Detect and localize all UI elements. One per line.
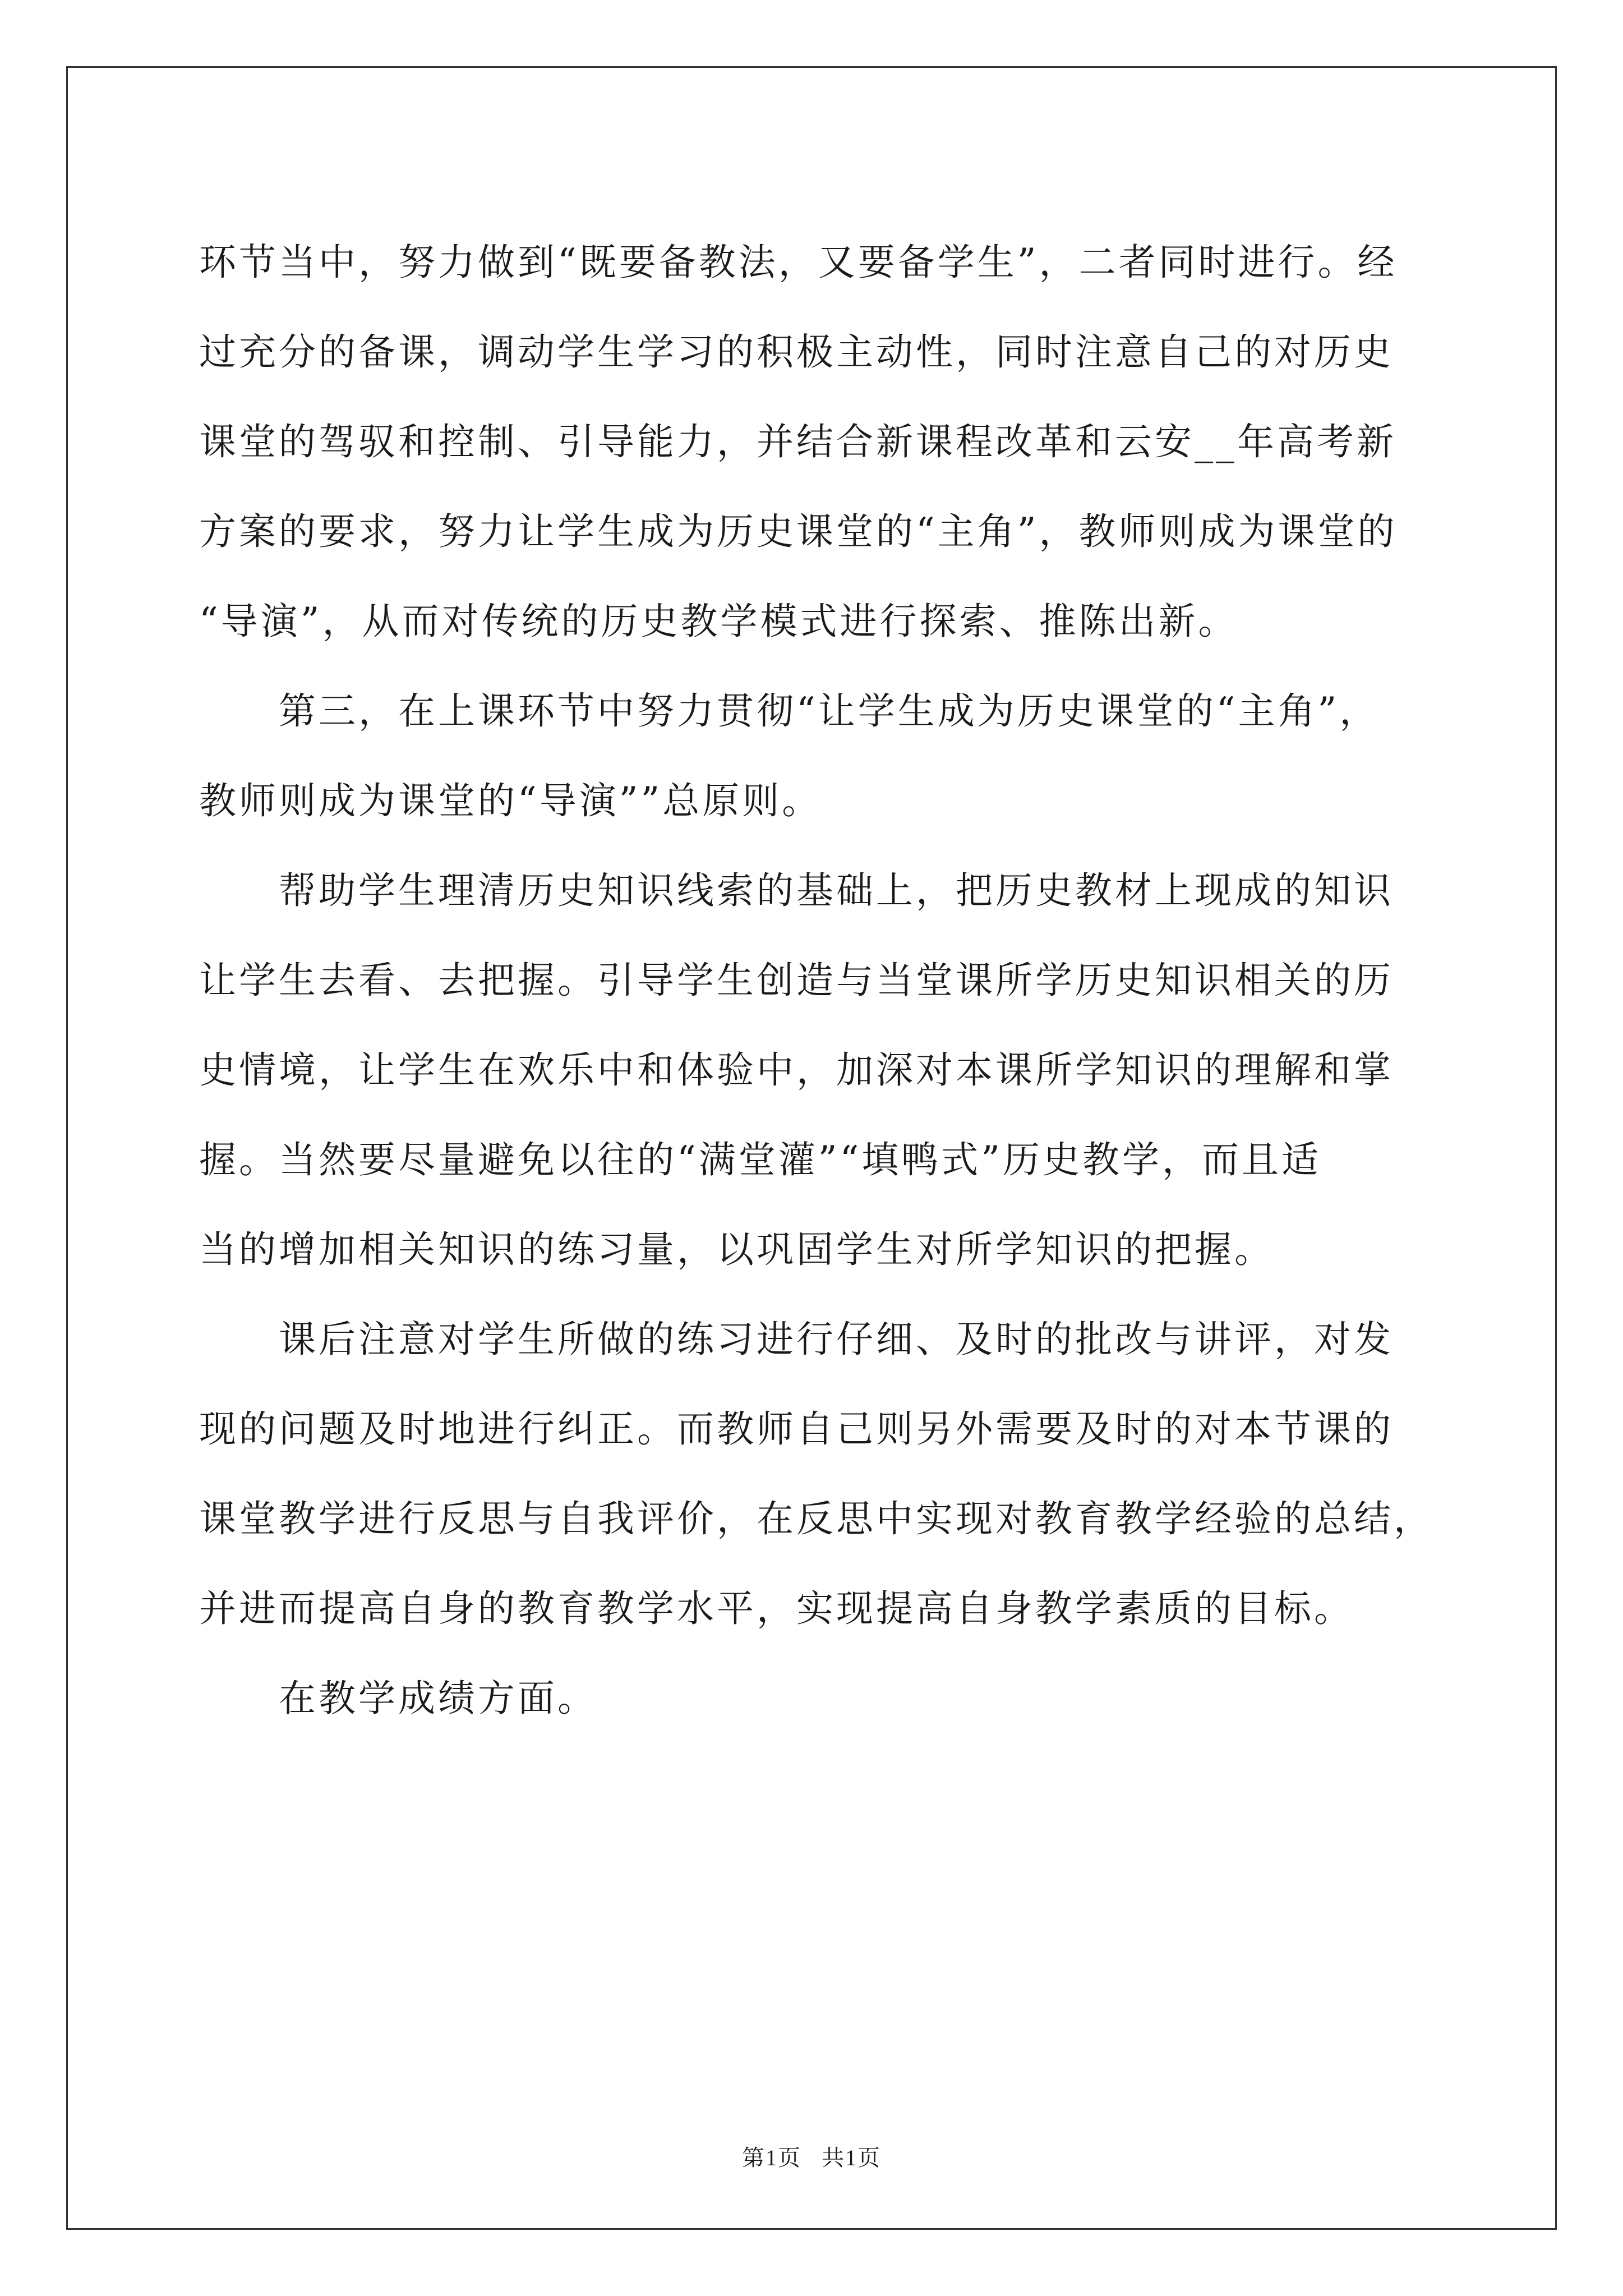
text-line: 在教学成绩方面。 — [199, 1677, 597, 1720]
text-line: 并进而提高自身的教育教学水平，实现提高自身教学素质的目标。 — [199, 1587, 1354, 1630]
text-line: 第三，在上课环节中努力贯彻“让学生成为历史课堂的“主角”， — [199, 689, 1380, 733]
text-line: 方案的要求，努力让学生成为历史课堂的“主角”，教师则成为课堂的 — [199, 510, 1398, 553]
text-line: “导演”，从而对传统的历史教学模式进行探索、推陈出新。 — [199, 600, 1238, 643]
paragraph — [199, 218, 1433, 666]
paragraph — [199, 846, 1433, 1295]
document-body — [199, 218, 1433, 1743]
text-line: 史情境，让学生在欢乐中和体验中，加深对本课所学知识的理解和掌 — [199, 1048, 1394, 1092]
page-footer — [0, 2140, 1623, 2172]
page-total: 共1页 — [822, 2145, 881, 2170]
text-line: 让学生去看、去把握。引导学生创造与当堂课所学历史知识相关的历 — [199, 959, 1394, 1002]
text-line: 课堂的驾驭和控制、引导能力，并结合新课程改革和云安__年高考新 — [199, 420, 1396, 463]
text-line: 环节当中，努力做到“既要备教法，又要备学生”，二者同时进行。经 — [199, 241, 1398, 284]
text-line: 过充分的备课，调动学生学习的积极主动性，同时注意自己的对历史 — [199, 330, 1394, 374]
paragraph — [199, 666, 1433, 846]
text-line: 教师则成为课堂的“导演””总原则。 — [199, 779, 822, 822]
text-line: 课后注意对学生所做的练习进行仔细、及时的批改与讲评，对发 — [199, 1318, 1394, 1361]
paragraph — [199, 1654, 1433, 1743]
text-line: 课堂教学进行反思与自我评价，在反思中实现对教育教学经验的总结， — [199, 1497, 1433, 1540]
text-line: 现的问题及时地进行纠正。而教师自己则另外需要及时的对本节课的 — [199, 1407, 1394, 1451]
text-line: 帮助学生理清历史知识线索的基础上，把历史教材上现成的知识 — [199, 869, 1394, 912]
text-line: 握。当然要尽量避免以往的“满堂灌”“填鸭式”历史教学，而且适 — [199, 1138, 1321, 1181]
text-line: 当的增加相关知识的练习量，以巩固学生对所学知识的把握。 — [199, 1228, 1274, 1271]
paragraph — [199, 1295, 1433, 1654]
page-number: 第1页 — [742, 2145, 801, 2170]
